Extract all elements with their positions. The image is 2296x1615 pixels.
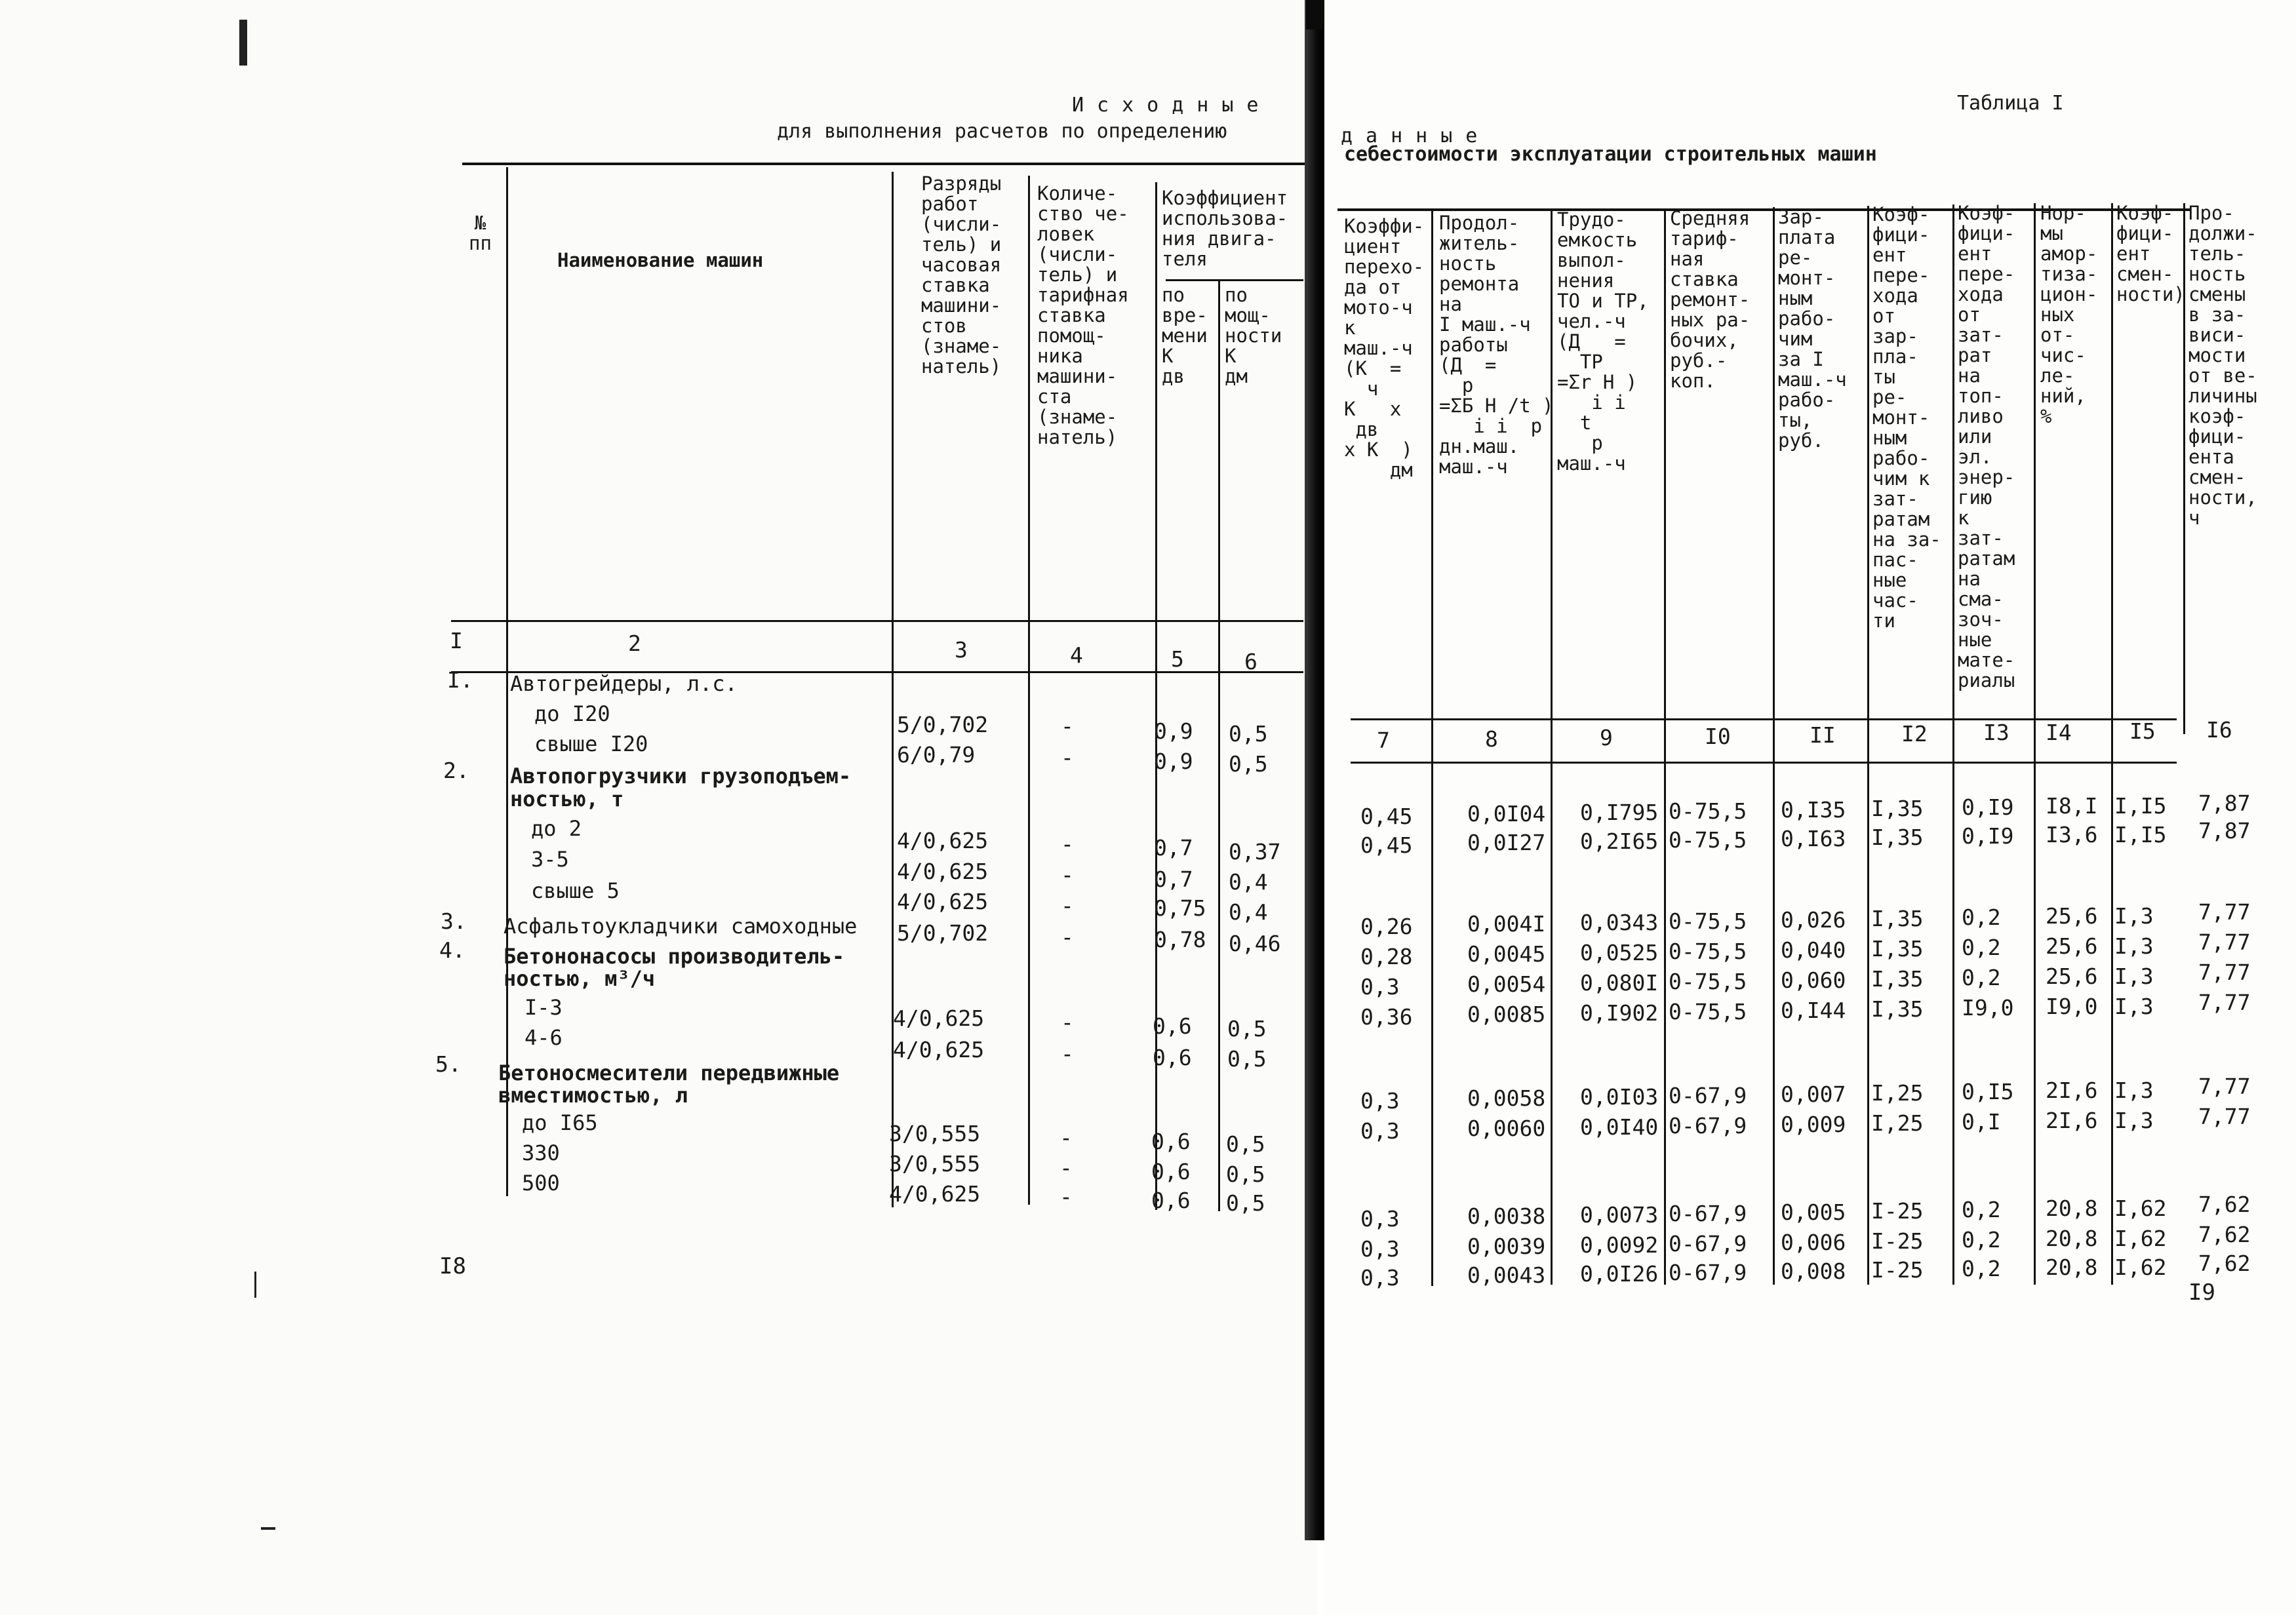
- cell-c7: 0,3: [1360, 1236, 1400, 1262]
- cell-c10: 0-75,5: [1669, 908, 1747, 934]
- cell-c14: 20,8: [2046, 1226, 2098, 1251]
- col-divider: [1773, 207, 1775, 1285]
- cell-c6: 0,4: [1229, 899, 1268, 925]
- scan-mark: [261, 1527, 275, 1530]
- colnum: I3: [1983, 720, 2009, 745]
- cell-c16: 7,77: [2198, 1074, 2251, 1099]
- cell-c11: 0,060: [1781, 967, 1846, 993]
- cell-c6: 0,4: [1229, 869, 1268, 895]
- cell-c3: 4/0,625: [889, 1181, 981, 1207]
- cell-c5: 0,6: [1153, 1013, 1192, 1039]
- cell-c10: 0-67,9: [1669, 1231, 1747, 1256]
- cell-c12: I,35: [1871, 796, 1924, 821]
- cell-c3: 4/0,625: [893, 1005, 985, 1031]
- cell-c13: 0,I9: [1962, 823, 2014, 849]
- cell-c11: 0,040: [1781, 937, 1846, 963]
- page-edge-mark: [239, 20, 247, 66]
- colnum: 5: [1171, 646, 1184, 672]
- cell-c16: 7,87: [2198, 790, 2251, 816]
- colnum: I: [450, 628, 463, 653]
- cell-c7: 0,26: [1360, 914, 1413, 939]
- subheader-rule: [1166, 279, 1303, 281]
- cell-c11: 0,006: [1781, 1230, 1846, 1255]
- machine-name: Бетононасосы производитель-: [504, 944, 845, 969]
- cell-c3: 6/0,79: [897, 742, 976, 768]
- machine-name: до I20: [534, 701, 610, 726]
- cell-c8: 0,0045: [1467, 941, 1546, 967]
- cell-c8: 0,0I27: [1467, 830, 1546, 855]
- cell-c15: I,62: [2114, 1255, 2167, 1280]
- cell-c16: 7,62: [2198, 1192, 2251, 1217]
- cell-c13: 0,I9: [1962, 794, 2014, 820]
- cell-c13: 0,I5: [1962, 1079, 2014, 1104]
- machine-name: 330: [522, 1140, 560, 1165]
- cell-c3: 3/0,555: [889, 1151, 981, 1177]
- col-divider: [2034, 203, 2036, 1285]
- header-col4: Количе- ство че- ловек (числи- тель) и тарифная ставка помощ- ника машини- ста (знаме- натель): [1037, 182, 1129, 448]
- cell-c7: 0,3: [1360, 1118, 1400, 1144]
- row-number: I.: [447, 667, 473, 693]
- cell-c11: 0,I35: [1781, 797, 1846, 823]
- colnum: 4: [1070, 642, 1083, 668]
- cell-c6: 0,5: [1226, 1161, 1265, 1187]
- cell-c9: 0,I902: [1580, 1000, 1659, 1026]
- colnum: 6: [1244, 649, 1257, 674]
- cell-c11: 0,I63: [1781, 826, 1846, 851]
- cell-c15: I,62: [2114, 1196, 2167, 1221]
- header-col56: Коэффициент использова- ния двига- теля: [1162, 187, 1288, 270]
- header-col6: по мощ- ности К дм: [1225, 284, 1282, 387]
- header-col15: Коэф- фици- ент смен- ности): [2116, 202, 2185, 305]
- table-top-rule: [462, 163, 1308, 165]
- cell-c14: I3,6: [2046, 822, 2098, 847]
- cell-c16: 7,77: [2198, 929, 2251, 955]
- machine-name: вместимостью, л: [498, 1083, 688, 1108]
- col-divider: [1218, 281, 1220, 1211]
- machine-name: свыше I20: [534, 731, 648, 756]
- cell-c16: 7,77: [2198, 960, 2251, 985]
- cell-c7: 0,3: [1360, 974, 1400, 1000]
- cell-c13: 0,2: [1962, 1197, 2001, 1222]
- cell-c9: 0,0I03: [1580, 1084, 1659, 1110]
- machine-name: 500: [522, 1171, 560, 1196]
- page-number: I9: [2188, 1279, 2215, 1306]
- cell-c7: 0,45: [1360, 832, 1413, 858]
- col-divider: [2111, 203, 2113, 1285]
- cell-c12: I,35: [1871, 825, 1924, 850]
- row-number: 3.: [441, 908, 467, 934]
- header-bottom-rule: [451, 620, 1303, 622]
- cell-c13: 0,I: [1962, 1109, 2001, 1135]
- cell-c15: I,3: [2114, 994, 2154, 1019]
- cell-c9: 0,0073: [1580, 1202, 1659, 1228]
- colnum: I0: [1705, 724, 1731, 749]
- cell-c16: 7,77: [2198, 990, 2251, 1015]
- machine-name: I-3: [525, 995, 563, 1020]
- colnum: II: [1810, 722, 1836, 748]
- cell-c3: 4/0,625: [897, 889, 989, 914]
- subtitle: себестоимости эксплуатации строительных машин: [1344, 143, 1877, 166]
- cell-c10: 0-67,9: [1669, 1201, 1747, 1226]
- cell-c5: 0,78: [1154, 927, 1206, 952]
- col-divider: [506, 167, 508, 1196]
- machine-name: ностью, м³/ч: [504, 966, 656, 991]
- cell-c10: 0-75,5: [1669, 969, 1747, 994]
- cell-c6: 0,46: [1229, 931, 1281, 956]
- machine-name: Автопогрузчики грузоподъем-: [510, 764, 852, 788]
- right-page: [1324, 0, 2296, 1615]
- cell-c15: I,3: [2114, 903, 2154, 929]
- cell-c5: 0,7: [1154, 835, 1193, 861]
- cell-c9: 0,0092: [1580, 1232, 1659, 1258]
- cell-c14: I9,0: [2046, 994, 2098, 1019]
- cell-c14: 25,6: [2046, 903, 2098, 929]
- cell-c4: -: [1061, 893, 1074, 918]
- machine-name: ностью, т: [510, 787, 624, 811]
- colnum: 7: [1377, 728, 1390, 753]
- colnum: I6: [2206, 717, 2232, 743]
- cell-c7: 0,36: [1360, 1004, 1413, 1030]
- col-divider: [1952, 204, 1954, 1285]
- cell-c6: 0,5: [1229, 751, 1268, 777]
- cell-c9: 0,0525: [1580, 940, 1659, 965]
- machine-name: Бетоносмесители передвижные: [498, 1060, 840, 1085]
- cell-c14: 20,8: [2046, 1255, 2098, 1280]
- cell-c8: 0,0085: [1467, 1002, 1546, 1027]
- subtitle: для выполнения расчетов по определению: [777, 120, 1227, 143]
- cell-c5: 0,9: [1154, 749, 1193, 774]
- cell-c9: 0,080I: [1580, 970, 1659, 996]
- cell-c7: 0,3: [1360, 1088, 1400, 1114]
- cell-c6: 0,5: [1227, 1016, 1267, 1041]
- cell-c12: I,35: [1871, 906, 1924, 931]
- cell-c5: 0,6: [1151, 1129, 1191, 1154]
- machine-name: 4-6: [525, 1025, 563, 1050]
- cell-c13: 0,2: [1962, 1227, 2001, 1253]
- cell-c13: 0,2: [1962, 905, 2001, 930]
- cell-c13: I9,0: [1962, 995, 2014, 1021]
- header-col2: Наименование машин: [557, 249, 764, 271]
- cell-c12: I,35: [1871, 996, 1924, 1022]
- cell-c12: I-25: [1871, 1228, 1924, 1254]
- row-number: 5.: [435, 1051, 462, 1077]
- table-label: Таблица I: [1957, 92, 2064, 115]
- colnum: 2: [628, 631, 641, 656]
- cell-c5: 0,6: [1153, 1045, 1192, 1070]
- colnum: 8: [1485, 726, 1498, 752]
- cell-c4: -: [1061, 924, 1074, 950]
- header-col8: Продол- житель- ность ремонта на I маш.-ч работы (Д = р =ΣБ Н /t ) i i р дн.маш. маш.-ч: [1439, 212, 1554, 478]
- col-divider: [1867, 206, 1869, 1285]
- cell-c14: I8,I: [2046, 793, 2098, 819]
- cell-c5: 0,75: [1154, 895, 1206, 921]
- cell-c12: I-25: [1871, 1198, 1924, 1224]
- cell-c7: 0,3: [1360, 1206, 1400, 1232]
- cell-c8: 0,0054: [1467, 971, 1546, 997]
- col-divider: [1431, 211, 1433, 1286]
- cell-c4: -: [1061, 831, 1074, 857]
- scan-mark: [254, 1272, 256, 1298]
- machine-name: 3-5: [531, 847, 569, 872]
- colnum: I5: [2129, 718, 2156, 744]
- cell-c15: I,I5: [2114, 793, 2167, 819]
- row-number: 2.: [443, 758, 469, 783]
- cell-c3: 4/0,625: [893, 1037, 985, 1062]
- cell-c16: 7,77: [2198, 1104, 2251, 1129]
- colnum-bottom-rule: [1351, 762, 2177, 764]
- title-spaced: данные: [1341, 125, 1491, 147]
- cell-c9: 0,0I26: [1580, 1261, 1659, 1287]
- cell-c8: 0,0060: [1467, 1116, 1546, 1141]
- cell-c6: 0,37: [1229, 839, 1281, 865]
- cell-c12: I,25: [1871, 1080, 1924, 1106]
- colnum: 3: [955, 637, 968, 663]
- cell-c10: 0-75,5: [1669, 939, 1747, 964]
- cell-c7: 0,3: [1360, 1265, 1400, 1291]
- col-divider: [1664, 208, 1666, 1285]
- cell-c10: 0-75,5: [1669, 827, 1747, 853]
- header-col3: Разряды работ (числи- тель) и часовая ставка машини- стов (знаме- натель): [921, 172, 1002, 378]
- cell-c15: I,3: [2114, 1108, 2154, 1133]
- cell-c9: 0,0343: [1580, 910, 1659, 935]
- cell-c12: I,25: [1871, 1110, 1924, 1136]
- machine-name: свыше 5: [531, 878, 620, 903]
- cell-c16: 7,77: [2198, 899, 2251, 925]
- row-number: 4.: [439, 937, 465, 963]
- cell-c5: 0,7: [1154, 866, 1193, 892]
- page-number: I8: [439, 1253, 466, 1279]
- cell-c9: 0,2I65: [1580, 828, 1659, 854]
- cell-c12: I-25: [1871, 1257, 1924, 1283]
- cell-c5: 0,6: [1151, 1159, 1191, 1184]
- machine-name: до I65: [522, 1110, 598, 1135]
- cell-c4: -: [1059, 1184, 1073, 1209]
- colnum: 9: [1600, 725, 1613, 750]
- machine-name: Асфальтоукладчики самоходные: [504, 914, 858, 939]
- header-col11: Зар- плата ре- монт- ным рабо- чим за I маш.-ч рабо- ты, руб.: [1778, 206, 1847, 452]
- cell-c15: I,I5: [2114, 822, 2167, 847]
- cell-c8: 0,0I04: [1467, 801, 1546, 827]
- cell-c5: 0,9: [1154, 718, 1193, 744]
- cell-c16: 7,62: [2198, 1251, 2251, 1276]
- cell-c15: I,62: [2114, 1226, 2167, 1251]
- cell-c5: 0,6: [1151, 1188, 1191, 1213]
- cell-c4: -: [1059, 1125, 1073, 1150]
- cell-c16: 7,62: [2198, 1222, 2251, 1247]
- cell-c12: I,35: [1871, 966, 1924, 992]
- header-col14: Нор- мы амор- тиза- цион- ных от- чис- ле- ний, %: [2040, 202, 2098, 427]
- cell-c3: 4/0,625: [897, 859, 989, 884]
- cell-c10: 0-67,9: [1669, 1083, 1747, 1108]
- header-col16: Про- должи- тель- ность смены в за- виси- мости от ве- личины коэф- фици- ента смен- ности, ч: [2188, 202, 2257, 529]
- cell-c4: -: [1061, 1041, 1074, 1066]
- cell-c13: 0,2: [1962, 1256, 2001, 1281]
- cell-c6: 0,5: [1229, 721, 1268, 747]
- header-col13: Коэф- фици- ент пере- хода от зат- рат на топ- ливо или эл. энер- гию к зат- ратам на сма- зоч- ные мате- риалы: [1958, 202, 2015, 691]
- header-col5: по вре- мени К дв: [1162, 284, 1208, 387]
- cell-c8: 0,004I: [1467, 911, 1546, 937]
- cell-c11: 0,005: [1781, 1199, 1846, 1225]
- cell-c3: 5/0,702: [897, 920, 989, 946]
- cell-c15: I,3: [2114, 933, 2154, 959]
- cell-c14: 2I,6: [2046, 1108, 2098, 1133]
- cell-c3: 4/0,625: [897, 828, 989, 853]
- machine-name: до 2: [531, 816, 582, 841]
- cell-c11: 0,007: [1781, 1081, 1846, 1107]
- header-col12: Коэф- фици- ент пере- хода от зар- пла- ты ре- монт- ным рабо- чим к зат- ратам на за- пас- ные час- ти: [1872, 203, 1941, 632]
- cell-c4: -: [1061, 745, 1074, 770]
- header-col1: № пп: [469, 212, 492, 254]
- machine-name: Автогрейдеры, л.с.: [510, 671, 738, 696]
- cell-c9: 0,I795: [1580, 800, 1659, 825]
- cell-c14: 2I,6: [2046, 1078, 2098, 1103]
- cell-c8: 0,0039: [1467, 1234, 1546, 1259]
- cell-c10: 0-75,5: [1669, 999, 1747, 1024]
- cell-c11: 0,008: [1781, 1258, 1846, 1284]
- cell-c6: 0,5: [1227, 1046, 1267, 1072]
- colnum: I2: [1901, 721, 1928, 747]
- cell-c4: -: [1061, 1009, 1074, 1035]
- cell-c3: 5/0,702: [897, 712, 989, 737]
- cell-c6: 0,5: [1226, 1131, 1265, 1157]
- cell-c14: 25,6: [2046, 963, 2098, 989]
- cell-c14: 20,8: [2046, 1196, 2098, 1221]
- cell-c10: 0-67,9: [1669, 1113, 1747, 1138]
- cell-c7: 0,45: [1360, 804, 1413, 829]
- cell-c14: 25,6: [2046, 933, 2098, 959]
- cell-c8: 0,0038: [1467, 1203, 1546, 1229]
- cell-c10: 0-67,9: [1669, 1260, 1747, 1285]
- cell-c10: 0-75,5: [1669, 798, 1747, 824]
- cell-c16: 7,87: [2198, 818, 2251, 844]
- cell-c3: 3/0,555: [889, 1121, 981, 1146]
- cell-c7: 0,28: [1360, 944, 1413, 969]
- header-col9: Трудо- емкость выпол- нения ТО и ТР, чел.-ч (Д = ТР =Σr Н ) i i t р маш.-ч: [1557, 208, 1649, 475]
- cell-c15: I,3: [2114, 963, 2154, 989]
- header-col10: Средняя тариф- ная ставка ремонт- ных ра- бочих, руб.- коп.: [1670, 207, 1751, 392]
- header-col7: Коэффи- циент перехо- да от мото-ч к маш.-ч (К = ч К х дв х К ) дм: [1344, 215, 1425, 481]
- title-spaced: Исходные: [1072, 94, 1272, 117]
- cell-c11: 0,009: [1781, 1112, 1846, 1137]
- cell-c8: 0,0043: [1467, 1262, 1546, 1288]
- cell-c13: 0,2: [1962, 965, 2001, 990]
- cell-c11: 0,026: [1781, 907, 1846, 933]
- colnum: I4: [2046, 720, 2072, 745]
- cell-c4: -: [1059, 1155, 1073, 1180]
- cell-c11: 0,I44: [1781, 998, 1846, 1023]
- cell-c4: -: [1061, 862, 1074, 887]
- cell-c15: I,3: [2114, 1078, 2154, 1103]
- cell-c8: 0,0058: [1467, 1085, 1546, 1111]
- cell-c9: 0,0I40: [1580, 1114, 1659, 1140]
- cell-c6: 0,5: [1226, 1190, 1265, 1216]
- cell-c13: 0,2: [1962, 935, 2001, 960]
- cell-c12: I,35: [1871, 936, 1924, 962]
- cell-c4: -: [1061, 713, 1074, 739]
- col-divider: [1028, 176, 1030, 1205]
